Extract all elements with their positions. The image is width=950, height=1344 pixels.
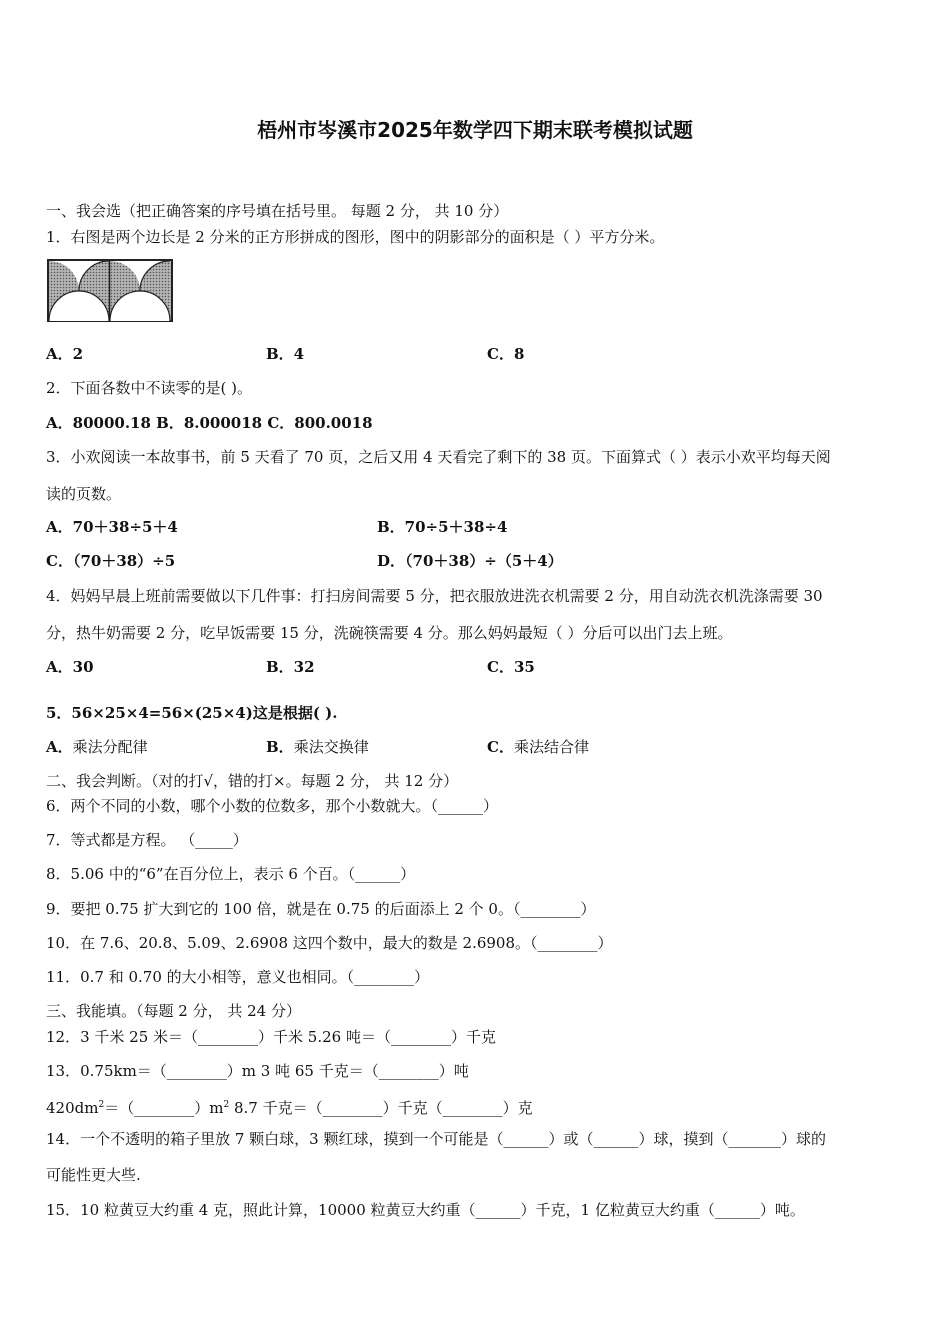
q5-option-a: A．乘法分配律 [46,738,148,756]
q3-option-c: C．（70＋38）÷5 [46,552,176,570]
squares-figure [47,259,173,323]
q3-option-a: A．70＋38÷5＋4 [46,518,178,536]
q1-option-a: A．2 [46,345,84,363]
question-3-line-1: 3．小欢阅读一本故事书，前 5 天看了 70 页，之后又用 4 天看完了剩下的 38 页。下面算式（ ）表示小欢平均每天阅 [46,448,831,466]
question-1: 1．右图是两个边长是 2 分米的正方形拼成的图形，图中的阴影部分的面积是（ ）平方分米。 [46,228,665,246]
question-14-line-1: 14．一个不透明的箱子里放 7 颗白球，3 颗红球，摸到一个可能是（______）或（______）球，摸到（_______）球的 [46,1130,826,1148]
question-12: 12．3 千米 25 米＝（________）千米 5.26 吨＝（________）千克 [46,1028,496,1046]
question-14-line-2: 可能性更大些. [46,1166,141,1184]
q3-option-b: B．70÷5＋38÷4 [377,518,508,536]
q1-option-c: C．8 [487,345,525,363]
question-3-line-2: 读的页数。 [46,485,122,503]
q5-option-c: C．乘法结合律 [487,738,589,756]
section-1-heading: 一、我会选（把正确答案的序号填在括号里。 每题 2 分， 共 10 分） [46,202,509,220]
page-title: 梧州市岑溪市2025年数学四下期末联考模拟试题 [257,118,693,142]
question-15: 15．10 粒黄豆大约重 4 克，照此计算，10000 粒黄豆大约重（______）千克，1 亿粒黄豆大约重（______）吨。 [46,1201,805,1219]
q3-option-d: D．（70＋38）÷（5＋4） [377,552,563,570]
question-6: 6．两个不同的小数，哪个小数的位数多，那个小数就大。（______） [46,797,499,815]
question-4-line-1: 4．妈妈早晨上班前需要做以下几件事：打扫房间需要 5 分，把衣服放进洗衣机需要 2 分，用自动洗衣机洗涤需要 30 [46,587,823,605]
question-13: 13．0.75km＝（________）m 3 吨 65 千克＝（________）吨 [46,1062,469,1080]
question-13-continued: $420dm^2=(\_\_\_\_\_\_\_\_)m^2$ 8.7 千克＝（________）千克（________）克 [46,1099,533,1117]
question-10: 10．在 7.6、20.8、5.09、2.6908 这四个数中，最大的数是 2.6908。（________） [46,934,613,952]
question-7: 7．等式都是方程。 （_____） [46,831,248,849]
q4-option-b: B．32 [266,658,315,676]
section-3-heading: 三、我能填。（每题 2 分， 共 24 分） [46,1002,301,1020]
q4-option-c: C．35 [487,658,535,676]
q2-options: A．80000.18 B．8.000018 C．800.0018 [46,414,373,432]
question-2: 2．下面各数中不读零的是( )。 [46,379,253,397]
question-11: 11．0.7 和 0.70 的大小相等，意义也相同。（________） [46,968,430,986]
q1-option-b: B．4 [266,345,305,363]
question-9: 9．要把 0.75 扩大到它的 100 倍，就是在 0.75 的后面添上 2 个 0。（________） [46,900,596,918]
question-8: 8．5.06 中的“6”在百分位上，表示 6 个百。（______） [46,865,416,883]
q5-option-b: B．乘法交换律 [266,738,369,756]
question-5: 5．56×25×4=56×(25×4)这是根据( ). [46,704,338,722]
q4-option-a: A．30 [46,658,94,676]
question-4-line-2: 分，热牛奶需要 2 分，吃早饭需要 15 分，洗碗筷需要 4 分。那么妈妈最短（ ）分后可以出门去上班。 [46,624,733,642]
section-2-heading: 二、我会判断。（对的打√，错的打×。每题 2 分， 共 12 分） [46,772,459,790]
